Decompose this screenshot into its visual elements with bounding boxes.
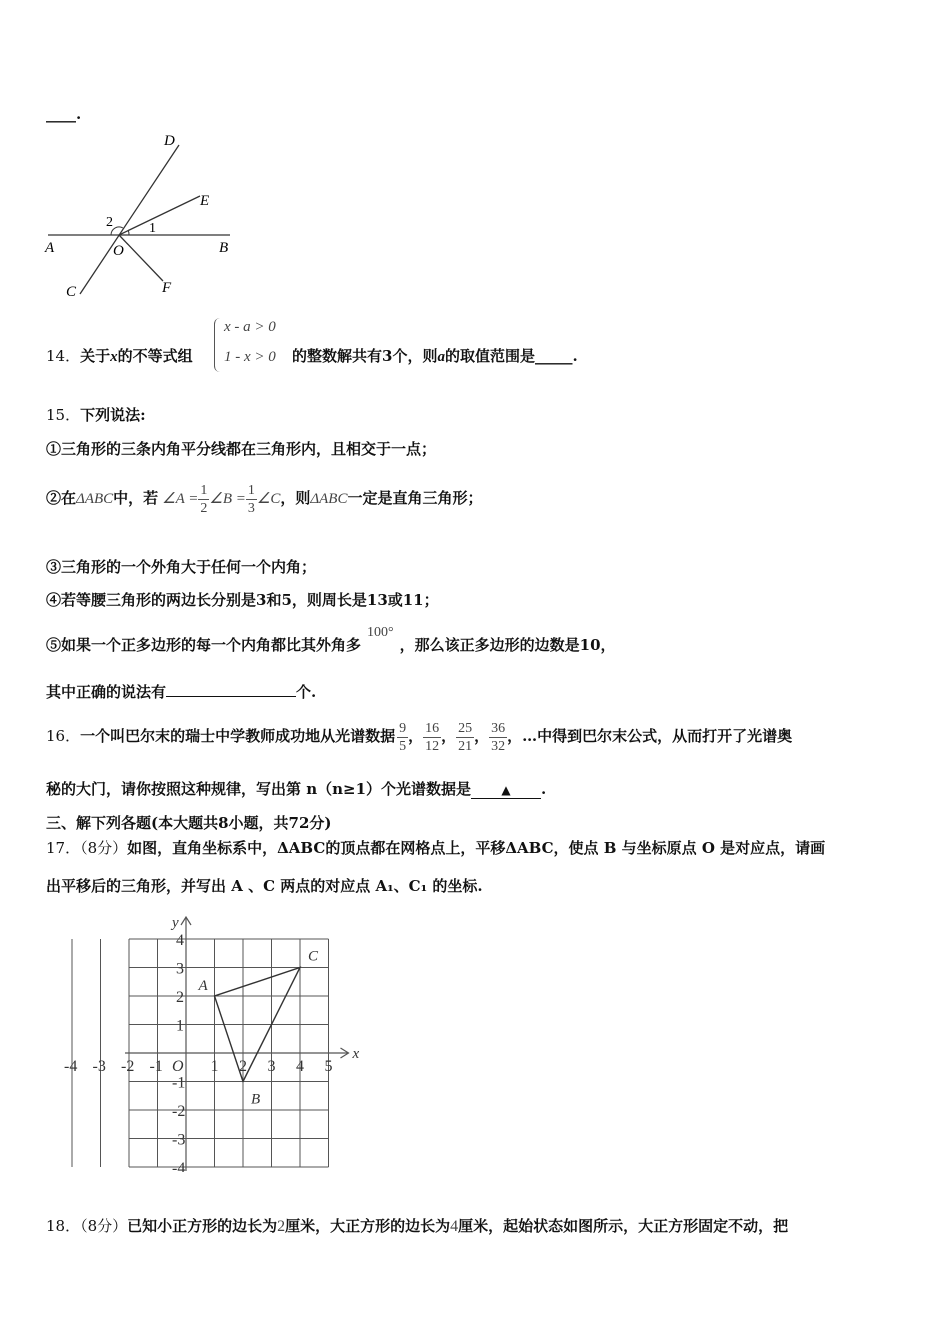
ray-OF xyxy=(119,235,163,281)
label-E: E xyxy=(200,193,210,209)
y-axis-label: y xyxy=(172,915,179,931)
label-angle-2: 2 xyxy=(106,215,113,230)
q14-line-post: 的整数解共有3个，则a的取值范围是_____. xyxy=(292,347,578,365)
point-C-label: C xyxy=(308,948,319,965)
label-D: D xyxy=(164,133,175,149)
q15-statement-1: ①三角形的三条内角平分线都在三角形内，且相交于一点； xyxy=(46,440,437,458)
x-tick-label: 3 xyxy=(267,1058,276,1075)
q15-statement-2: ②在ΔABC中，若 ∠A = $\frac{1}{2}$ ∠B = $\frac{1}{3}$ ∠C，则ΔABC一定是直角三角形； xyxy=(46,482,483,516)
y-tick-label: 2 xyxy=(176,989,184,1006)
label-angle-1: 1 xyxy=(149,221,156,236)
q17-line-1: 17．（8分）如图，直角坐标系中，ΔABC的顶点都在网格点上，平移ΔABC，使点 B 与坐标原点 O 是对应点，请画 xyxy=(46,839,826,857)
y-tick-label: 3 xyxy=(176,960,184,978)
q18-line: 18．（8分）已知小正方形的边长为2厘米，大正方形的边长为4厘米，起始状态如图所示，大正方形固定不动，把 xyxy=(46,1217,789,1235)
x-tick-label: 4 xyxy=(296,1058,304,1075)
line-CD xyxy=(80,145,179,294)
y-tick-label: 4 xyxy=(176,932,184,949)
label-O: O xyxy=(113,243,124,259)
angle-1-arc xyxy=(128,230,129,235)
x-tick-label: 1 xyxy=(210,1058,219,1075)
x-tick-label: 5 xyxy=(324,1058,333,1075)
point-B-label: B xyxy=(251,1091,261,1108)
label-C: C xyxy=(66,284,77,300)
q14-ineq-2: 1 - x > 0 xyxy=(224,349,276,365)
q15-statement-5: ⑤如果一个正多边形的每一个内角都比其外角多100°，那么该正多边形的边数是10， xyxy=(46,625,616,654)
coordinate-grid xyxy=(58,910,368,1172)
y-tick-label: -3 xyxy=(172,1131,186,1149)
q14-line: 14．关于x的不等式组 xyxy=(46,347,193,365)
q14-ineq-1: x - a > 0 xyxy=(224,319,276,335)
point-A-label: A xyxy=(198,978,208,994)
q15-title: 15．下列说法: xyxy=(46,406,146,424)
q16-line-2: 秘的大门，请你按照这种规律，写出第 n（n≥1）个光谱数据是 ▲ . xyxy=(46,780,547,798)
label-F: F xyxy=(162,280,172,296)
q16-answer-blank: ▲ xyxy=(471,780,541,799)
q15-answer-line: 其中正确的说法有 个. xyxy=(46,683,317,701)
y-tick-label: -2 xyxy=(172,1103,186,1120)
y-tick-label: -1 xyxy=(172,1074,186,1092)
q15-statement-4: ④若等腰三角形的两边长分别是3和5，则周长是13或11； xyxy=(46,591,439,609)
origin-label: O xyxy=(172,1058,184,1075)
ray-OE xyxy=(119,196,200,235)
y-tick-label: -4 xyxy=(172,1160,186,1172)
q15-answer-blank xyxy=(166,696,296,697)
angle-figure xyxy=(40,128,240,300)
x-tick-label: -3 xyxy=(92,1058,106,1075)
section-3-heading: 三、解下列各题(本大题共8小题，共72分) xyxy=(46,814,332,832)
q15-statement-3: ③三角形的一个外角大于任何一个内角； xyxy=(46,558,317,576)
label-B: B xyxy=(219,240,229,256)
x-tick-label: -1 xyxy=(149,1058,163,1075)
q13-answer-tail: ____. xyxy=(46,105,82,123)
label-A: A xyxy=(45,240,55,256)
y-tick-label: 1 xyxy=(176,1017,184,1035)
q16-line-1: 16．一个叫巴尔末的瑞士中学教师成功地从光谱数据 $\frac{9}{5}$ ， $\frac{16}{12}$ ， $\frac{25}{21}$ ， $\frac{36}{32}$ ，…中得到巴尔末公式，从而打开了光谱奥 xyxy=(46,720,793,754)
x-tick-label: 2 xyxy=(239,1058,247,1075)
q17-line-2: 出平移后的三角形，并写出 A 、C 两点的对应点 A₁、C₁ 的坐标. xyxy=(46,877,483,895)
x-tick-label: -2 xyxy=(121,1058,135,1075)
x-tick-label: -4 xyxy=(64,1058,78,1075)
x-axis-label: x xyxy=(352,1046,360,1062)
